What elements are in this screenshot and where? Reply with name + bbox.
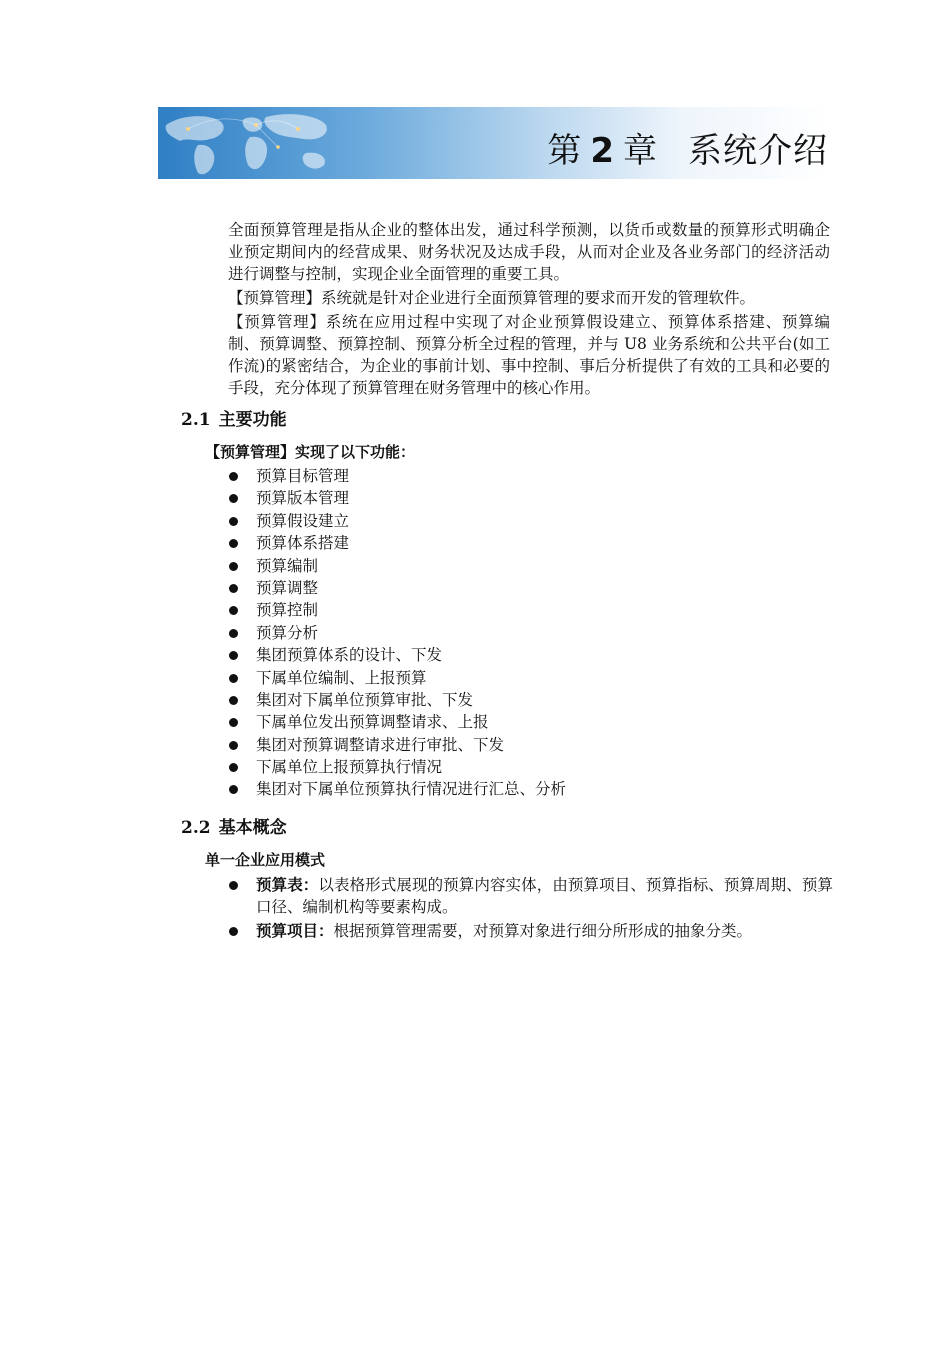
list-item: 预算控制 — [228, 599, 566, 621]
list-item: 预算分析 — [228, 622, 566, 644]
section-number: 2.2 — [181, 818, 211, 838]
list-item: 集团对下属单位预算审批、下发 — [228, 689, 566, 711]
list-item: 集团对下属单位预算执行情况进行汇总、分析 — [228, 778, 566, 800]
list-item: 预算调整 — [228, 577, 566, 599]
concepts-list — [228, 874, 833, 944]
list-item: 集团预算体系的设计、下发 — [228, 644, 566, 666]
list-item: 集团对预算调整请求进行审批、下发 — [228, 734, 566, 756]
list-item: 预算编制 — [228, 555, 566, 577]
section-number: 2.1 — [181, 410, 211, 430]
concept-description: 以表格形式展现的预算内容实体，由预算项目、预算指标、预算周期、预算口径、编制机构等要素构成。 — [256, 876, 833, 916]
section-title: 主要功能 — [218, 410, 287, 430]
chapter-suffix: 章 — [623, 131, 658, 171]
intro-paragraph-2: 【预算管理】系统就是针对企业进行全面预算管理的要求而开发的管理软件。 — [228, 289, 756, 307]
concept-description: 根据预算管理需要，对预算对象进行细分所形成的抽象分类。 — [333, 922, 753, 940]
intro-text — [228, 219, 830, 401]
list-item: 下属单位发出预算调整请求、上报 — [228, 711, 566, 733]
intro-paragraph-3: 【预算管理】系统在应用过程中实现了对企业预算假设建立、预算体系搭建、预算编制、预算调整、预算控制、预算分析全过程的管理，并与 U8 业务系统和公共平台(如工作流)的紧密结合，为企业的事前计划、事中控制、事后分析提供了有效的工具和必要的手段，充分体现了预算管理在财务管理中的核心作用。 — [228, 313, 830, 397]
list-item — [228, 874, 833, 918]
chapter-number: 2 — [590, 131, 615, 171]
list-item — [228, 920, 833, 942]
concept-term: 预算项目： — [256, 921, 334, 940]
concept-term: 预算表： — [256, 875, 319, 894]
section-heading-2-2 — [181, 813, 287, 838]
chapter-name: 系统介绍 — [688, 131, 828, 171]
list-item: 预算假设建立 — [228, 510, 566, 532]
section-title: 基本概念 — [218, 818, 287, 838]
chapter-banner — [158, 107, 830, 179]
list-item: 预算目标管理 — [228, 465, 566, 487]
concepts-lead: 单一企业应用模式 — [205, 851, 326, 869]
chapter-prefix: 第 — [547, 131, 583, 171]
list-item: 预算版本管理 — [228, 487, 566, 509]
functions-lead: 【预算管理】实现了以下功能： — [205, 443, 416, 461]
chapter-title — [547, 123, 828, 172]
list-item: 下属单位上报预算执行情况 — [228, 756, 566, 778]
list-item: 下属单位编制、上报预算 — [228, 667, 566, 689]
intro-paragraph-1: 全面预算管理是指从企业的整体出发，通过科学预测，以货币或数量的预算形式明确企业预定期间内的经营成果、财务状况及达成手段，从而对企业及各业务部门的经济活动进行调整与控制，实现企业全面管理的重要工具。 — [228, 221, 830, 283]
list-item: 预算体系搭建 — [228, 532, 566, 554]
section-heading-2-1 — [181, 405, 287, 430]
functions-list — [228, 465, 566, 801]
